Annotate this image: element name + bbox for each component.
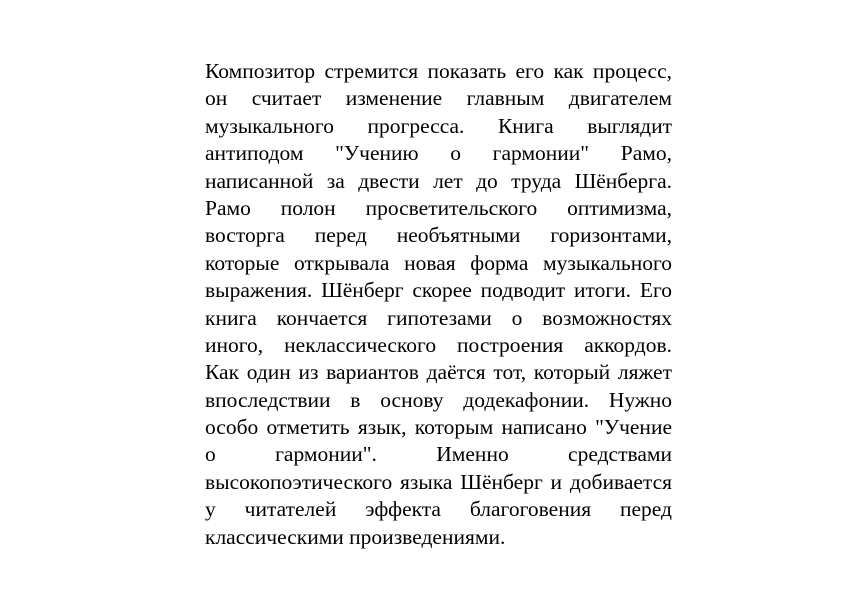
- paragraph-line: восторга перед необъятными горизонтами,: [205, 223, 672, 248]
- paragraph-line: выражения. Шёнберг скорее подводит итоги. Его: [205, 278, 672, 303]
- paragraph-line: Композитор стремится показать его как процесс,: [205, 59, 672, 83]
- paragraph-line-last: классическими произведениями.: [205, 524, 506, 549]
- paragraph-line: Как один из вариантов даётся тот, который ляжет: [205, 360, 672, 385]
- paragraph-line: он считает изменение главным двигателем: [205, 86, 672, 111]
- paragraph-line: Рамо полон просветительского оптимизма,: [205, 195, 672, 220]
- paragraph-line: написанной за двести лет до труда Шёнберга.: [205, 168, 672, 193]
- paragraph-line: особо отметить язык, которым написано "Учение: [205, 415, 672, 440]
- paragraph-line: книга кончается гипотезами о возможностях: [205, 305, 672, 330]
- paragraph-line: о гармонии". Именно средствами: [205, 442, 672, 467]
- paragraph-line: у читателей эффекта благоговения перед: [205, 497, 672, 522]
- paragraph-line: высокопоэтического языка Шёнберг и добивается: [205, 469, 672, 494]
- paragraph-line: впоследствии в основу додекафонии. Нужно: [205, 387, 672, 412]
- paragraph-line: антиподом "Учению о гармонии" Рамо,: [205, 141, 672, 166]
- paragraph-line: которые открывала новая форма музыкального: [205, 250, 672, 275]
- body-paragraph: [205, 58, 672, 551]
- paragraph-line: иного, неклассического построения аккордов.: [205, 332, 672, 357]
- paragraph-line: музыкального прогресса. Книга выглядит: [205, 113, 672, 138]
